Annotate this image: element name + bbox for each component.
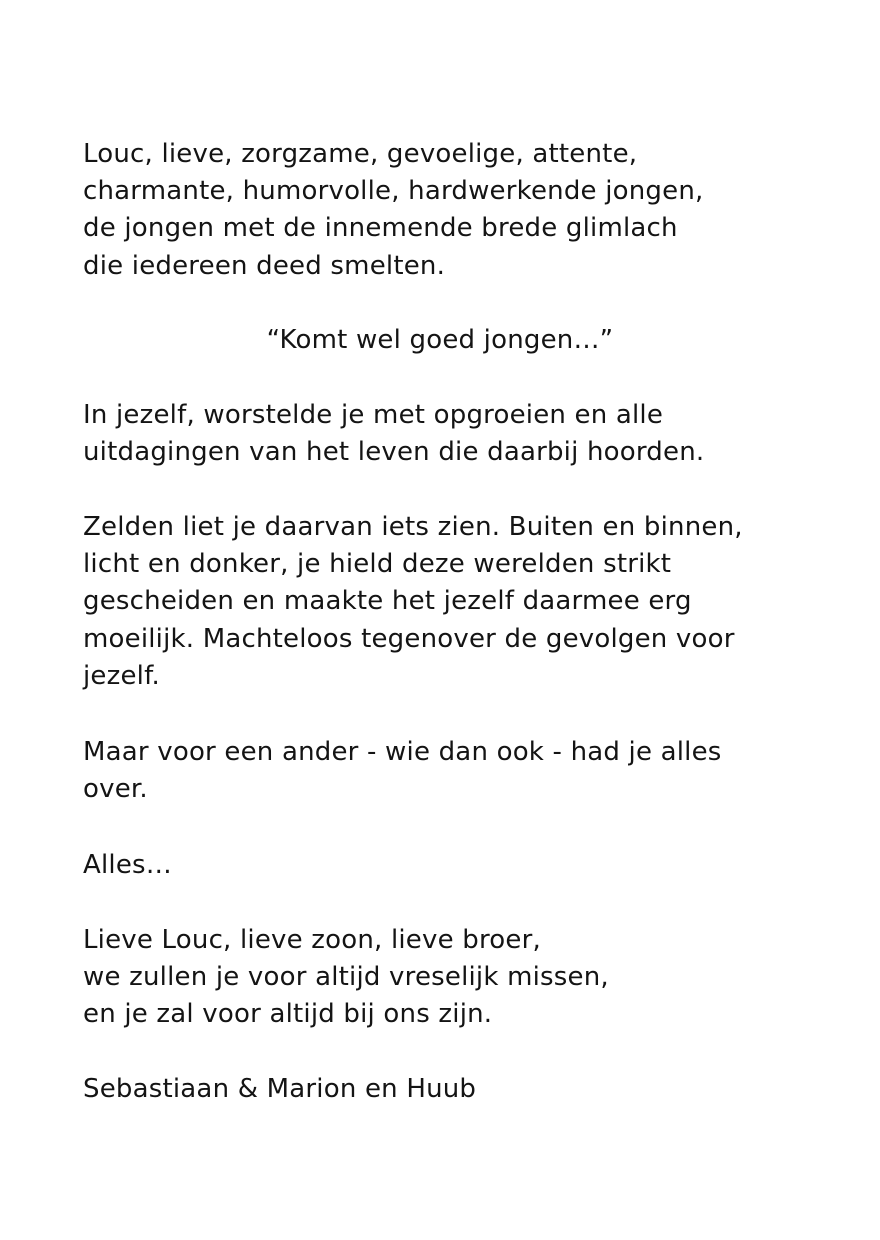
farewell-paragraph	[83, 922, 843, 1034]
intro-line: de jongen met de innemende brede glimlach	[83, 213, 678, 244]
intro-line: Louc, lieve, zorgzame, gevoelige, attente,	[83, 139, 638, 169]
worlds-paragraph	[83, 509, 843, 695]
worlds-line: moeilijk. Machteloos tegenover de gevolgen voor	[83, 623, 735, 654]
farewell-line: we zullen je voor altijd vreselijk missen,	[83, 962, 609, 993]
struggle-line: In jezelf, worstelde je met opgroeien en alle	[83, 400, 664, 430]
quote-text: “Komt wel goed jongen…”	[266, 325, 614, 355]
signature-text: Sebastiaan & Marion en Huub	[83, 1074, 477, 1104]
worlds-line: gescheiden en maakte het jezelf daarmee erg	[83, 586, 692, 617]
everything-text: Alles…	[83, 850, 172, 880]
intro-paragraph	[83, 136, 843, 285]
quote	[0, 322, 880, 359]
worlds-line: Zelden liet je daarvan iets zien. Buiten en binnen,	[83, 512, 743, 542]
others-line: over.	[83, 774, 148, 805]
intro-line: charmante, humorvolle, hardwerkende jongen,	[83, 176, 704, 207]
farewell-line: en je zal voor altijd bij ons zijn.	[83, 999, 493, 1030]
worlds-line: licht en donker, je hield deze werelden strikt	[83, 549, 672, 580]
others-paragraph	[83, 734, 843, 808]
others-line: Maar voor een ander - wie dan ook - had je alles	[83, 737, 722, 767]
intro-line: die iedereen deed smelten.	[83, 250, 446, 281]
signature	[83, 1071, 843, 1108]
farewell-line: Lieve Louc, lieve zoon, lieve broer,	[83, 925, 541, 955]
struggle-paragraph	[83, 397, 843, 471]
everything-paragraph	[83, 847, 843, 884]
worlds-line: jezelf.	[83, 660, 161, 691]
struggle-line: uitdagingen van het leven die daarbij hoorden.	[83, 437, 705, 468]
